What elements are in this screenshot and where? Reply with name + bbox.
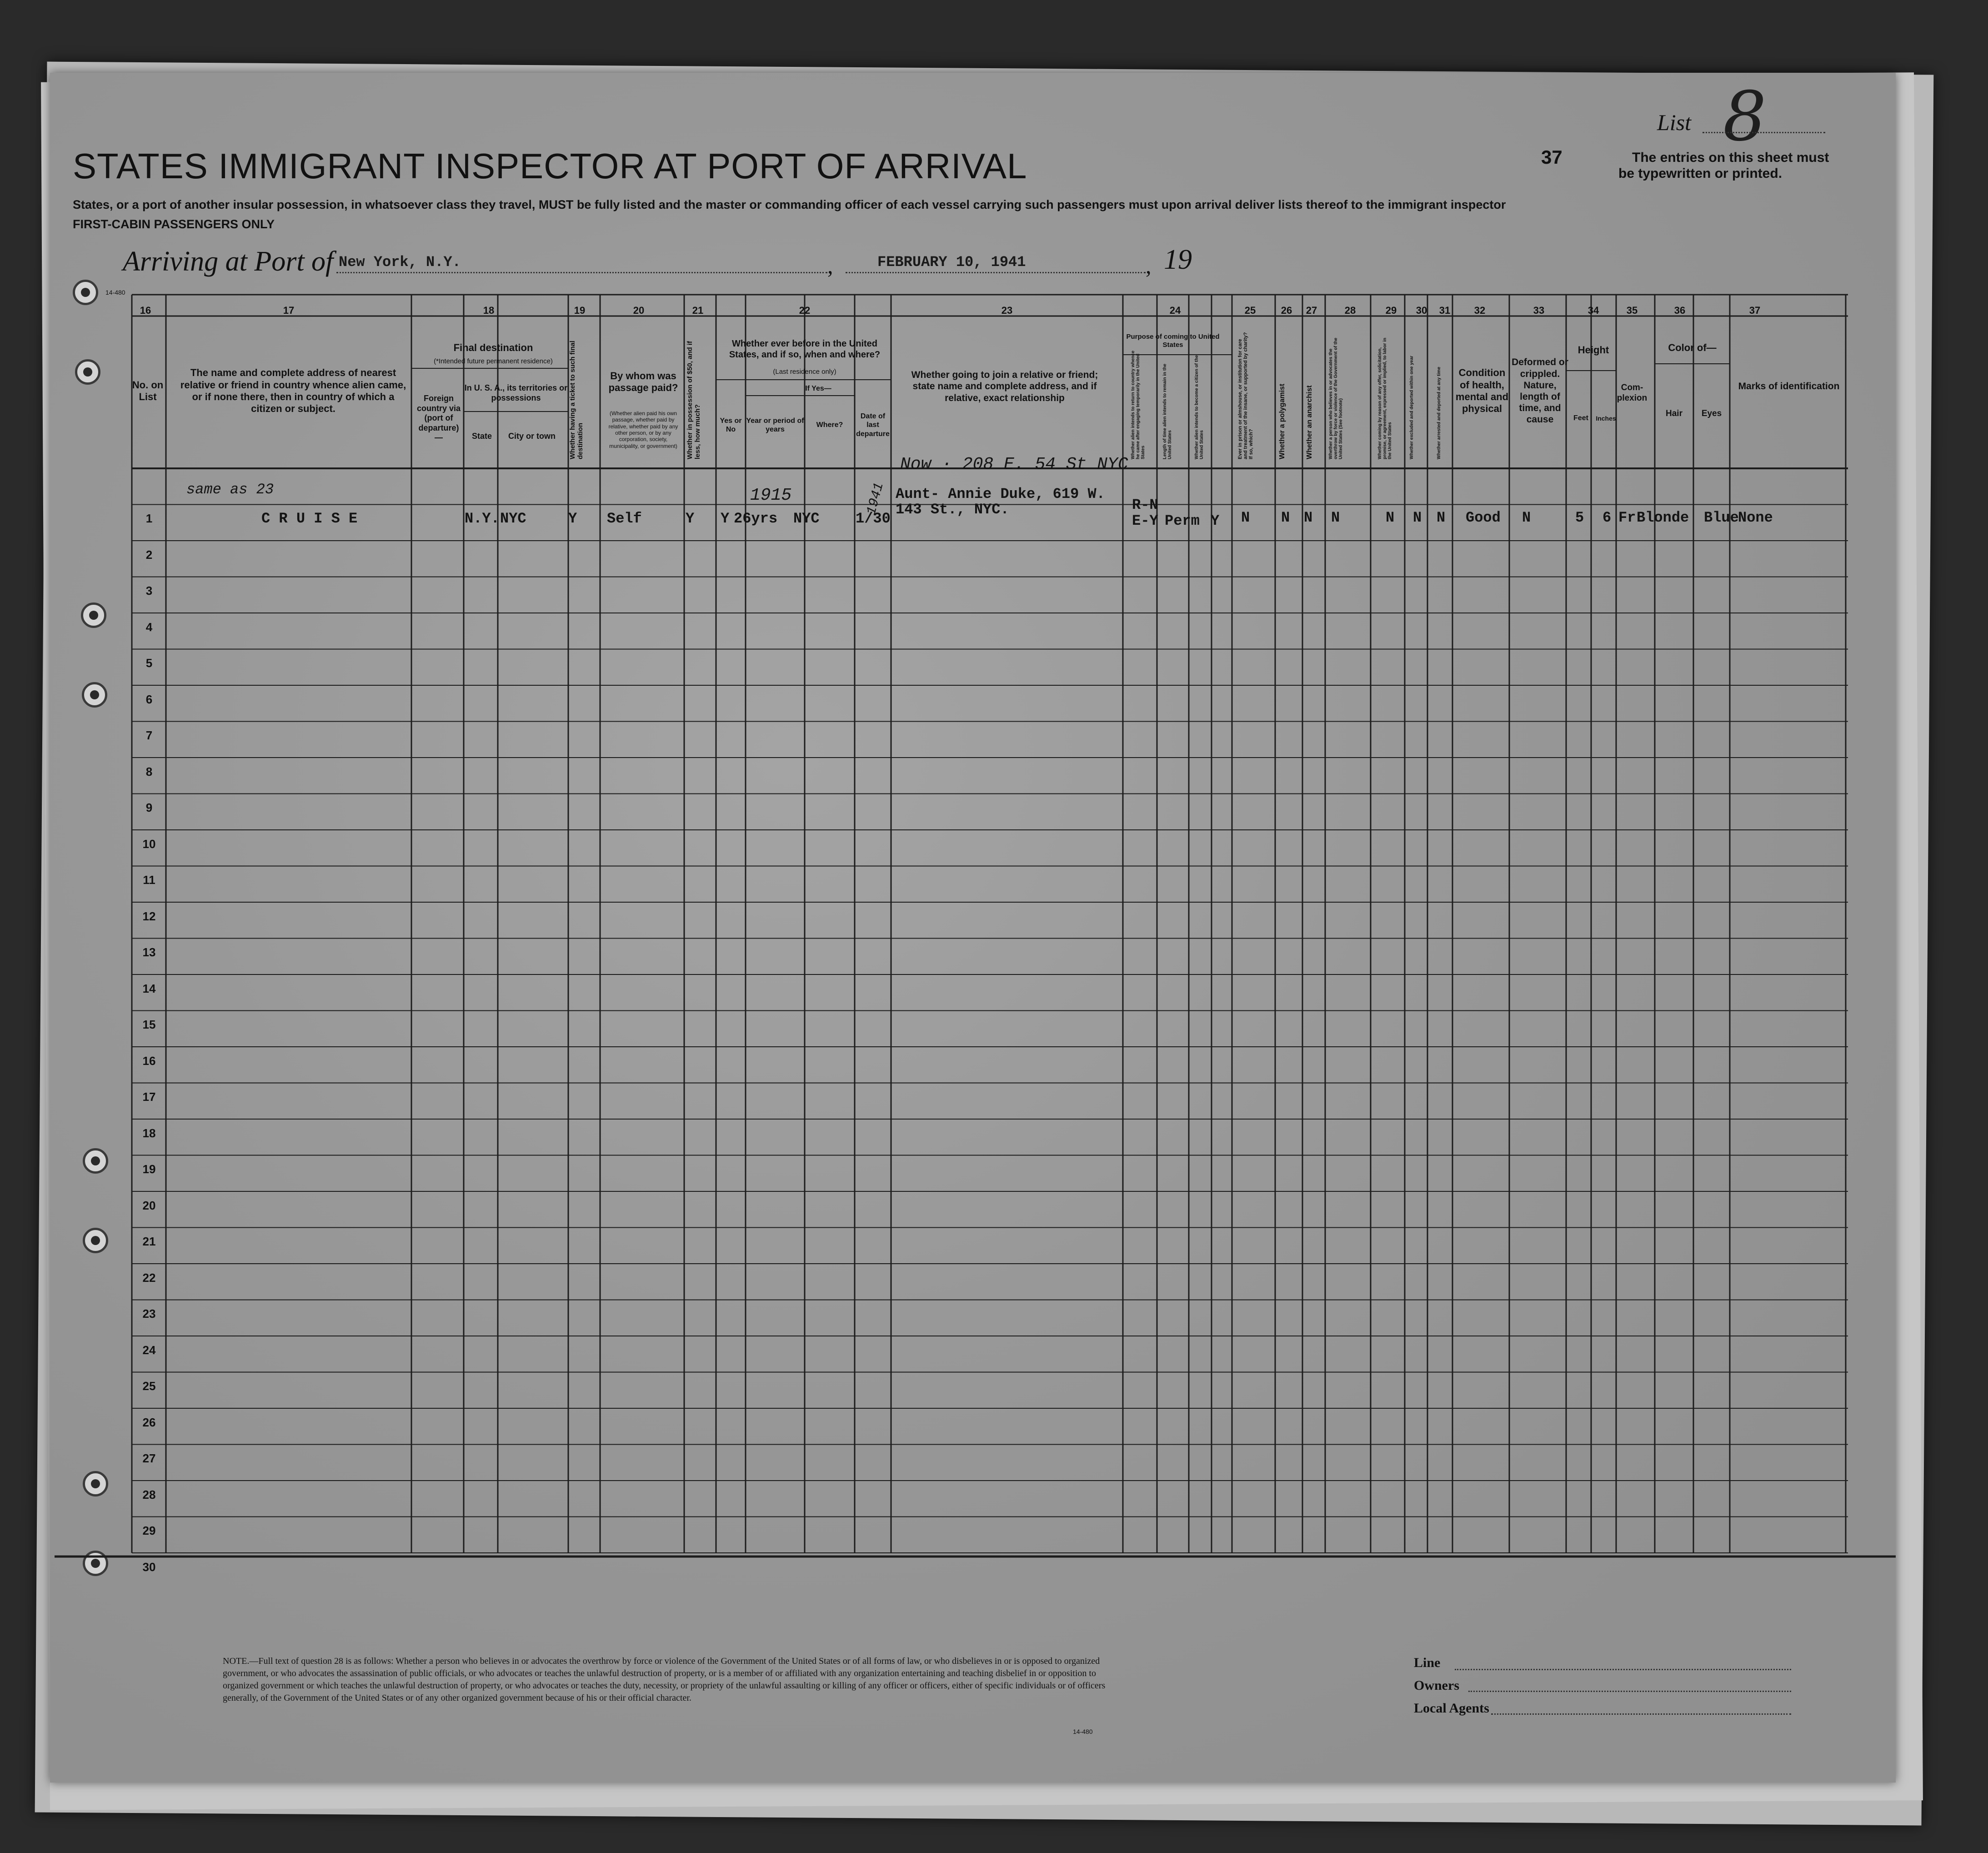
header-date-last-departure: Date of last departure — [856, 412, 890, 438]
local-agents-field — [1491, 1713, 1791, 1715]
header-yes-or-no: Yes or No — [720, 417, 742, 433]
page-title: STATES IMMIGRANT INSPECTOR AT PORT OF ARRIVAL — [73, 146, 1027, 186]
col-num-23: 23 — [1001, 305, 1013, 316]
row-number: 2 — [145, 547, 153, 562]
deformed: N — [1522, 509, 1531, 526]
q27-anarchist: N — [1304, 509, 1313, 526]
row-number: 17 — [142, 1090, 156, 1104]
hw-year: 1915 — [750, 486, 792, 505]
col-num-28: 28 — [1344, 305, 1356, 316]
header-year-or-period: Year or period of years — [746, 417, 804, 433]
page-number: 37 — [1541, 146, 1562, 168]
relative-name: C R U I S E — [261, 510, 358, 527]
row-number: 12 — [142, 909, 156, 923]
owners-label: Owners — [1414, 1678, 1459, 1693]
col-num-33: 33 — [1533, 305, 1545, 316]
header-q28: Whether a person who believes in or advocates the overthrow by force or violence of the Government of the United States (See footnote) — [1328, 337, 1343, 459]
row-number: 21 — [142, 1235, 156, 1248]
col-num-19: 19 — [574, 305, 586, 316]
header-nearest-relative: The name and complete address of nearest relative or friend in country whence alien came, or if none there, then in country of which a citizen or subject. — [180, 367, 406, 415]
footnote-question-28: NOTE.—Full text of question 28 is as follows: Whether a person who believes in or advocates the overthrow by force or violence of the Government of the United States or of all forms of law, or who disbelieves in or is opposed to organized government, or who advocates the assassination of public officials, or who advocates or teaches the unlawful destruction of property, or is a member of or affiliated with any organization entertaining and teaching disbelief in or opposition to organized government or which teaches the unlawful destruction of property, or who advocates or teaches the duty, necessity, or propriety of the unlawful assaulting or killing of any officer or officers, either of specific individuals or of officers generally, of the Government of the United States or of any other organized government because of his or their official character. — [223, 1656, 1106, 1703]
row-number: 22 — [142, 1270, 156, 1285]
intends-citizen: Y — [1211, 512, 1220, 529]
entries-note-2: be typewritten or printed. — [1618, 166, 1783, 181]
header-state: State — [471, 432, 492, 441]
header-health: Condition of health, mental and physical — [1455, 367, 1509, 415]
header-eyes: Eyes — [1701, 408, 1722, 418]
year-prefix: 19 — [1164, 244, 1192, 275]
q25-prison: N — [1241, 509, 1250, 526]
col-num-22: 22 — [799, 305, 811, 316]
col-num-32: 32 — [1474, 305, 1486, 316]
col-num-18: 18 — [483, 305, 495, 316]
header-where: Where? — [816, 421, 843, 429]
q30-excluded: N — [1413, 509, 1422, 526]
row-number: 26 — [142, 1415, 156, 1429]
col-num-36: 36 — [1674, 305, 1686, 316]
header-no-on-list: No. on List — [132, 379, 164, 402]
row-number: 19 — [142, 1162, 156, 1176]
col-num-34: 34 — [1587, 305, 1599, 316]
header-ever-before-in-us: Whether ever before in the United States, and if so, when and where? — [729, 338, 881, 360]
arrival-date: FEBRUARY 10, 1941 — [877, 254, 1026, 271]
row-number: 8 — [145, 764, 153, 778]
row-number: 29 — [142, 1524, 156, 1537]
row-number: 9 — [145, 801, 153, 814]
last-departure: 1/30 — [856, 510, 891, 527]
ever-before-where: NYC — [793, 510, 820, 527]
col-num-31: 31 — [1439, 305, 1451, 316]
row-number: 23 — [142, 1307, 156, 1321]
col-num-17: 17 — [283, 305, 295, 316]
row-number: 10 — [142, 837, 156, 851]
col-num-30: 30 — [1416, 305, 1427, 316]
form-number-top: 14-480 — [105, 289, 125, 296]
header-last-residence: (Last residence only) — [773, 367, 836, 376]
header-marks: Marks of identification — [1738, 381, 1840, 392]
col-num-21: 21 — [692, 305, 704, 316]
header-inches: Inches — [1596, 414, 1616, 422]
header-height: Height — [1577, 344, 1609, 356]
list-number: 8 — [1723, 77, 1767, 156]
row-number: 6 — [145, 692, 153, 706]
arriving-label: Arriving at Port of — [123, 246, 334, 277]
row-number: 11 — [143, 873, 155, 887]
header-q29: Whether coming by reason of any offer, solicitation, promise, or agreement, expressed or implied, to labor in the United States — [1377, 337, 1392, 459]
header-ticket: Whether having a ticket to such final destination — [569, 341, 584, 459]
header-color-of: Color of— — [1668, 341, 1717, 353]
identification-marks: None — [1738, 509, 1773, 526]
header-q31: Whether arrested and deported at any time — [1437, 367, 1442, 459]
row-number: 4 — [145, 620, 153, 634]
header-feet: Feet — [1573, 414, 1588, 422]
entries-note: The entries on this sheet must — [1632, 150, 1829, 165]
header-in-usa: In U. S. A., its territories or possessions — [464, 383, 568, 402]
row-number: 7 — [145, 728, 153, 742]
join-relative-line-2: 143 St., NYC. — [896, 501, 1009, 518]
col-num-27: 27 — [1306, 305, 1317, 316]
q29-labor: N — [1386, 509, 1395, 526]
header-passage-paid: By whom was passage paid? — [608, 370, 678, 393]
row-number: 20 — [142, 1198, 156, 1212]
row-number: 28 — [142, 1487, 156, 1501]
dest-city: NYC — [500, 510, 526, 527]
join-relative-line-1: Aunt- Annie Duke, 619 W. — [896, 486, 1105, 502]
port-of-arrival: New York, N.Y. — [339, 254, 461, 271]
note-same-as-23: same as 23 — [186, 481, 274, 498]
header-purpose-b: Length of time alien intends to remain in the United States — [1162, 363, 1172, 459]
col-num-26: 26 — [1281, 305, 1292, 316]
owners-field — [1468, 1691, 1791, 1692]
q28-overthrow: N — [1331, 509, 1340, 526]
header-purpose: Purpose of coming to United States — [1126, 333, 1220, 349]
row-number: 13 — [142, 945, 156, 959]
ever-before-years: 26yrs — [734, 510, 778, 527]
passage-paid-by: Self — [607, 510, 642, 527]
height-feet: 5 — [1575, 509, 1584, 526]
header-polygamist: Whether a polygamist — [1278, 383, 1286, 459]
row-number: 27 — [142, 1451, 156, 1465]
header-final-destination: Final destination — [453, 341, 533, 353]
dest-state: N.Y. — [465, 510, 500, 527]
ever-before-yes-no: Y — [721, 510, 730, 527]
header-hair: Hair — [1666, 408, 1683, 418]
row-number: 14 — [142, 981, 156, 995]
line-label: Line — [1414, 1655, 1441, 1670]
hair-color: Blonde — [1637, 509, 1689, 526]
row-number: 18 — [142, 1126, 156, 1140]
header-join-relative: Whether going to join a relative or friend; state name and complete address, and if relative, exact relationship — [911, 370, 1098, 403]
row-number: 24 — [142, 1343, 156, 1357]
header-q30: Whether excluded and deported within one year — [1409, 356, 1414, 459]
col-num-29: 29 — [1385, 305, 1397, 316]
col-num-24: 24 — [1169, 305, 1181, 316]
header-passage-paid-sub: (Whether alien paid his own passage, whether paid by relative, whether paid by any other person, or by any corporation, society, municipality, or government) — [608, 410, 678, 449]
has-ticket: Y — [568, 510, 577, 527]
col-num-35: 35 — [1626, 305, 1638, 316]
health-condition: Good — [1466, 509, 1501, 526]
col-num-20: 20 — [633, 305, 645, 316]
header-prison: Ever in prison or almshouse, or institution for care and treatment of the insane, or supported by charity? If so, which? — [1237, 332, 1254, 459]
hw-new-address: Now · 208 E. 54 St NYC — [900, 455, 1128, 474]
header-deformed: Deformed or crippled. Nature, length of time, and cause — [1512, 357, 1568, 425]
header-foreign-country: Foreign country via (port of departure)— — [416, 394, 461, 442]
header-purpose-a: Whether alien intends to return to country whence he came after engaging temporarily in the United States — [1131, 351, 1146, 459]
purpose-1: R-N — [1132, 497, 1158, 513]
row-number: 15 — [142, 1018, 156, 1031]
row-number: 1 — [145, 512, 153, 525]
local-agents-label: Local Agents — [1414, 1701, 1489, 1716]
row-number: 3 — [145, 584, 153, 598]
header-anarchist: Whether an anarchist — [1306, 385, 1313, 459]
header-fifty-dollars: Whether in possession of $50, and if less, how much? — [686, 341, 701, 459]
cabin-class: FIRST-CABIN PASSENGERS ONLY — [73, 217, 275, 231]
list-label: List — [1657, 110, 1692, 135]
height-inches: 6 — [1602, 509, 1612, 526]
hw-departure-year: 1941 — [864, 481, 887, 517]
purpose-2: E-Y — [1132, 512, 1158, 529]
q31-deported: N — [1437, 509, 1446, 526]
header-final-destination-sub: (*Intended future permanent residence) — [434, 357, 553, 365]
row-number: 5 — [145, 656, 153, 670]
col-num-37: 37 — [1749, 305, 1761, 316]
line-field — [1455, 1669, 1791, 1670]
has-fifty-dollars: Y — [686, 510, 695, 527]
col-num-16: 16 — [140, 305, 151, 316]
row-number: 16 — [142, 1054, 156, 1068]
complexion: Fr — [1618, 509, 1636, 526]
header-purpose-c: Whether alien intends to become a citizen of the United States — [1194, 355, 1204, 459]
length-of-stay: Perm — [1165, 512, 1200, 529]
header-city-or-town: City or town — [508, 432, 556, 441]
row-number: 30 — [142, 1560, 156, 1574]
header-if-yes: If Yes— — [805, 385, 831, 393]
col-num-25: 25 — [1244, 305, 1256, 316]
eye-color: Blue — [1704, 509, 1739, 526]
row-number: 25 — [142, 1379, 156, 1393]
instructions-line: States, or a port of another insular possession, in whatsoever class they travel, MUST be fully listed and the master or commanding officer of each vessel carrying such passengers must upon arrival deliver lists thereof to the immigrant inspector — [73, 198, 1506, 211]
form-number-bottom: 14-480 — [1073, 1728, 1093, 1735]
header-complexion: Com- plexion — [1617, 383, 1647, 403]
q26-polygamist: N — [1281, 509, 1290, 526]
